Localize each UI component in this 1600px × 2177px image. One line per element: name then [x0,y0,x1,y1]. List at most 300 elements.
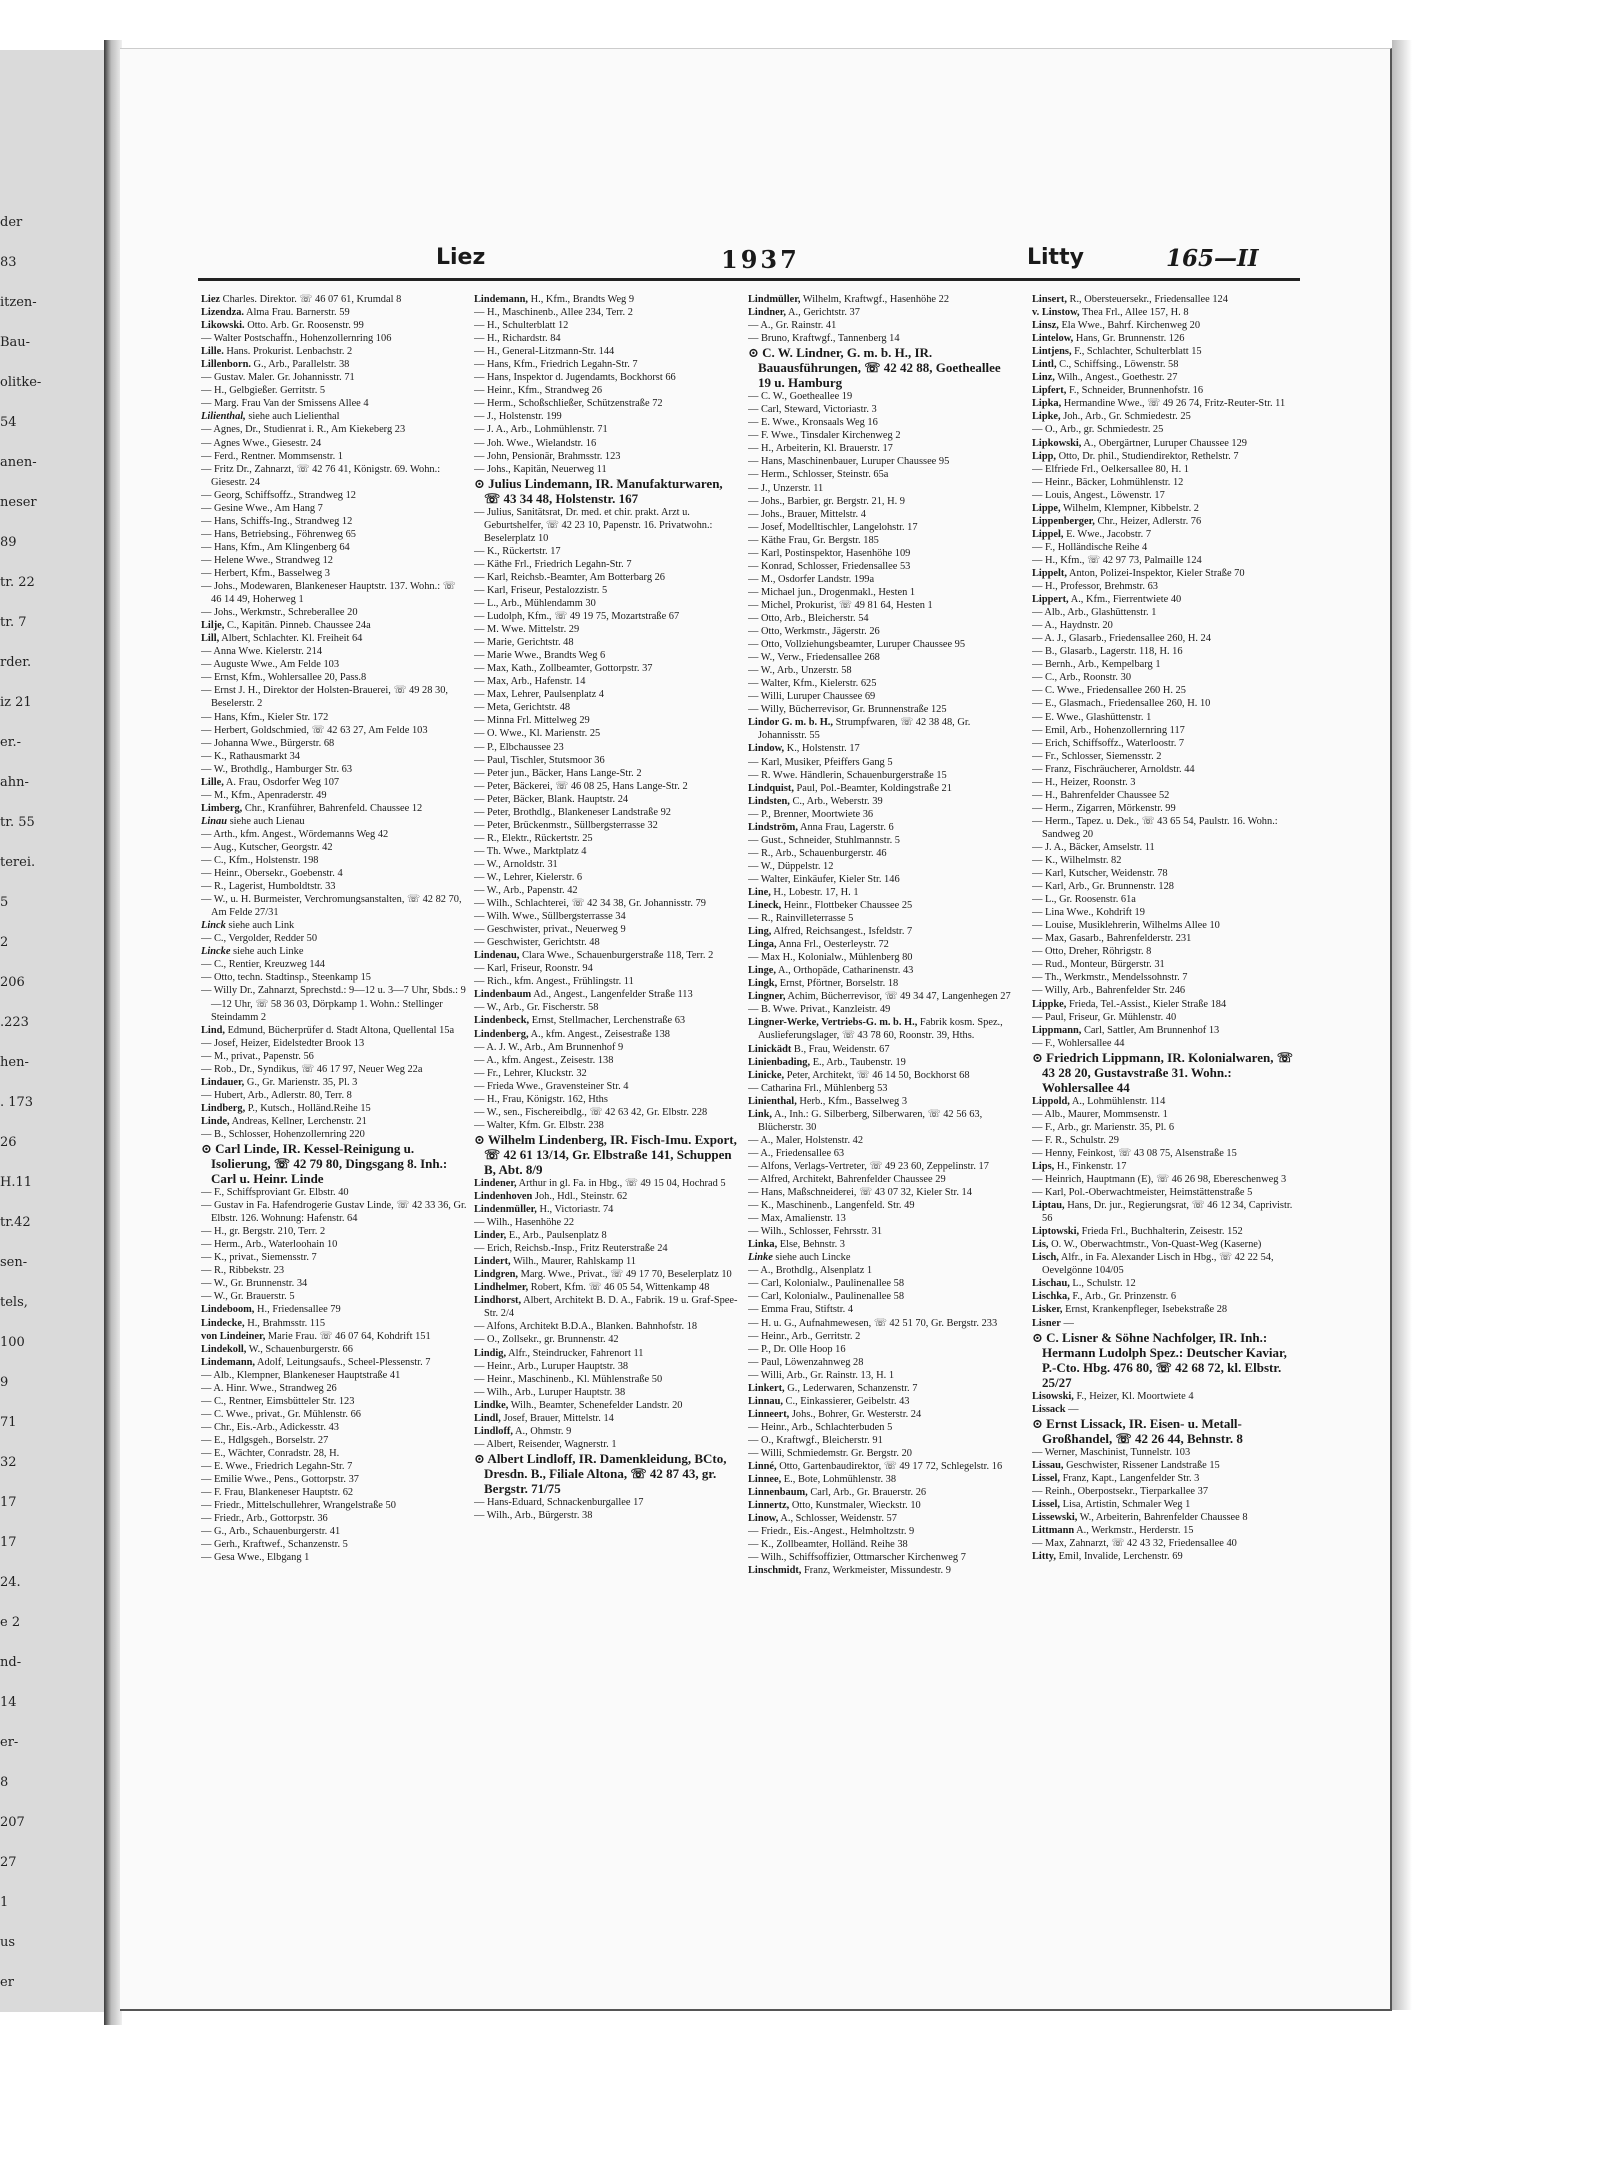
directory-entry: — Herm., Tapez. u. Dek., ☏ 43 65 54, Paulstr. 16. Wohn.: Sandweg 20 [1032,815,1278,840]
directory-entry: Lindauer, G., Gr. Marienstr. 35, Pl. 3 [201,1076,358,1088]
directory-entry: — Ernst J. H., Direktor der Holsten-Brauerei, ☏ 49 28 30, Beselerstr. 2 [201,685,449,710]
directory-entry: — C., Arb., Roonstr. 30 [1032,672,1132,684]
directory-entry: — M., Osdorfer Landstr. 199a [748,573,875,585]
directory-entry: Line, H., Lobestr. 17, H. 1 [748,886,859,898]
directory-entry: — W., Arb., Papenstr. 42 [474,885,578,897]
directory-entry: — Alfons, Architekt B.D.A., Blanken. Bahnhofstr. 18 [474,1321,698,1333]
directory-entry: — C., Vergolder, Redder 50 [201,933,318,945]
left-page-fragment: Bau- [0,335,31,350]
directory-entry: — R., Elektr., Rückertstr. 25 [474,832,593,844]
left-page-fragment: sen- [0,1255,28,1270]
directory-entry: Lissel, Franz, Kapt., Langenfelder Str. 3 [1032,1472,1200,1484]
directory-entry: — Willy, Bücherrevisor, Gr. Brunnenstraße 125 [748,704,947,716]
directory-entry: Lischau, L., Schulstr. 12 [1032,1278,1136,1290]
left-page-fragment: 206 [0,975,25,990]
directory-entry: — H., Bahrenfelder Chaussee 52 [1032,789,1170,801]
directory-entry: ⊙ Julius Lindemann, IR. Manufakturwaren, ☏ 43 34 48, Holstenstr. 167 [474,475,723,506]
directory-entry: — Alb., Klempner, Blankeneser Hauptstraße 41 [201,1369,401,1381]
directory-entry: — F. Frau, Blankeneser Hauptstr. 62 [201,1487,354,1499]
directory-entry: — A., Friedensallee 63 [748,1147,845,1159]
directory-entry: Linder, E., Arb., Paulsenplatz 8 [474,1230,607,1242]
left-page-fragment: 89 [0,535,17,550]
directory-entry: — Catharina Frl., Mühlenberg 53 [748,1082,888,1094]
directory-entry: — Paul, Löwenzahnweg 28 [748,1356,864,1368]
directory-entry: — Marie Wwe., Brandts Weg 6 [474,650,606,662]
directory-entry: — Heinr., Kfm., Strandweg 26 [474,385,603,397]
directory-entry: ⊙ Wilhelm Lindenberg, IR. Fisch-Imu. Export, ☏ 42 61 13/14, Gr. Elbstraße 141, Schuppen B, Abt. 8/9 [474,1131,737,1177]
directory-entry: Lippke, Frieda, Tel.-Assist., Kieler Straße 184 [1032,998,1227,1010]
directory-entry: Linnenbaum, Carl, Arb., Gr. Brauerstr. 26 [748,1487,927,1499]
directory-entry: Lindke, Wilh., Beamter, Schenefelder Landstr. 20 [474,1399,683,1411]
directory-entry: — H., Richardstr. 84 [474,333,561,345]
directory-entry: — C. Wwe., privat., Gr. Mühlenstr. 66 [201,1408,361,1420]
directory-entry: Lill, Albert, Schlachter. Kl. Freiheit 64 [201,633,363,645]
directory-entry: — L., Arb., Mühlendamm 30 [474,597,596,609]
directory-entry: — Wilh., Arb., Luruper Hauptstr. 38 [474,1386,626,1398]
directory-entry: Linz, Wilh., Angest., Goethestr. 27 [1032,372,1178,384]
directory-entry: — Paul, Friseur, Gr. Mühlenstr. 40 [1032,1011,1177,1023]
directory-entry: Lindecke, H., Brahmsstr. 115 [201,1317,326,1329]
directory-entry: Lindow, K., Holstenstr. 17 [748,743,860,755]
directory-entry: — W., Brothdlg., Hamburger Str. 63 [201,763,353,775]
left-page-fragment: tels, [0,1295,28,1310]
directory-entry: — Otto, Dreher, Röhrigstr. 8 [1032,946,1152,958]
left-page-fragment: 5 [0,895,9,910]
directory-entry: Lindl, Josef, Brauer, Mittelstr. 14 [474,1412,614,1424]
left-page-fragment: er [0,1975,14,1990]
directory-entry: — J., Unzerstr. 11 [748,482,824,494]
directory-entry: — Meta, Gerichtstr. 48 [474,702,571,714]
directory-entry: — E., Glasmach., Friedensallee 260, H. 10 [1032,698,1211,710]
directory-entry: — Walter Postschaffn., Hohenzollernring 106 [201,333,392,345]
directory-entry: Littmann A., Werkmstr., Herderstr. 15 [1032,1524,1194,1536]
directory-entry: — F. Wwe., Tinsdaler Kirchenweg 2 [748,430,901,442]
left-page-fragment: 26 [0,1135,17,1150]
directory-entry: — Minna Frl. Mittelweg 29 [474,715,590,727]
left-page-fragment: anen- [0,455,37,470]
directory-entry: Linde, Andreas, Kellner, Lerchenstr. 21 [201,1115,367,1127]
directory-entry: — M., Kfm., Apenraderstr. 49 [201,789,327,801]
directory-entry: — Hans, Schiffs-Ing., Strandweg 12 [201,515,353,527]
directory-entry: Lintelow, Hans, Gr. Brunnenstr. 126 [1032,333,1185,345]
directory-entry: — Albert, Reisender, Wagnerstr. 1 [474,1438,617,1450]
directory-entry: — R., Arb., Schauenburgerstr. 46 [748,847,887,859]
directory-entry: — Max, Zahnarzt, ☏ 42 43 32, Friedensallee 40 [1032,1537,1237,1549]
directory-entry: — W., u. H. Burmeister, Verchromungsanstalten, ☏ 42 82 70, Am Felde 27/31 [201,894,462,919]
left-page-fragment: nd- [0,1655,22,1670]
directory-entry: — C. Wwe., Friedensallee 260 H. 25 [1032,685,1186,697]
header-first-entry: Liez [436,245,486,270]
directory-entry: — Fr., Schlosser, Siemensstr. 2 [1032,750,1162,762]
directory-entry: — Henny, Feinkost, ☏ 43 08 75, Alsenstraße 15 [1032,1147,1237,1159]
directory-entry: — Georg, Schiffsoffz., Strandweg 12 [201,489,356,501]
left-page-fragment: . 173 [0,1095,34,1110]
directory-entry: Lindekoll, W., Schauenburgerstr. 66 [201,1343,353,1355]
directory-column-1 [201,293,467,2011]
directory-entry: — Rob., Dr., Syndikus, ☏ 46 17 97, Neuer Weg 22a [201,1063,423,1075]
directory-entry: — Arth., kfm. Angest., Wördemanns Weg 42 [201,828,389,840]
directory-entry: — Joh. Wwe., Wielandstr. 16 [474,437,597,449]
directory-entry: — Geschwister, privat., Neuerweg 9 [474,924,626,936]
directory-entry: — Marie, Gerichtstr. 48 [474,637,574,649]
directory-entry: Lindenbeck, Ernst, Stellmacher, Lerchenstraße 63 [474,1015,686,1027]
directory-entry: Linke siehe auch Lincke [748,1252,851,1264]
directory-entry: — Josef, Modelltischler, Langelohstr. 17 [748,521,918,533]
directory-entry: ⊙ Ernst Lissack, IR. Eisen- u. Metall-Großhandel, ☏ 42 26 44, Behnstr. 8 [1032,1415,1243,1446]
directory-entry: ⊙ C. W. Lindner, G. m. b. H., IR. Bauausführungen, ☏ 42 42 88, Goetheallee 19 u. Hamburg [748,345,1001,391]
header-rule [198,278,1300,281]
directory-entry: Lippmann, Carl, Sattler, Am Brunnenhof 13 [1032,1024,1220,1036]
directory-entry: — Johs., Kapitän, Neuerweg 11 [474,463,607,475]
directory-entry: Lissack — [1032,1403,1079,1415]
left-page-fragment: ahn- [0,775,29,790]
directory-entry: — Heinr., Obersekr., Goebenstr. 4 [201,868,343,880]
directory-entry: — Friedr., Arb., Gottorpstr. 36 [201,1513,328,1525]
directory-entry: — Hans, Betriebsing., Föhrenweg 65 [201,528,356,540]
directory-entry: Limberg, Chr., Kranführer, Bahrenfeld. Chaussee 12 [201,802,423,814]
directory-entry: — W., Düppelstr. 12 [748,860,834,872]
directory-entry: — Aug., Kutscher, Georgstr. 42 [201,841,333,853]
directory-entry: — Alfons, Verlags-Vertreter, ☏ 49 23 60, Zeppelinstr. 17 [748,1160,989,1172]
directory-entry: — H., Professor, Brehmstr. 63 [1032,581,1158,593]
directory-entry: — Gerh., Kraftwef., Schanzenstr. 5 [201,1539,348,1551]
left-page-fragment: iz 21 [0,695,32,710]
left-page-fragment: hen- [0,1055,29,1070]
directory-entry: Lindert, Wilh., Maurer, Rahlskamp 11 [474,1256,636,1268]
directory-entry: — A. J. W., Arb., Am Brunnenhof 9 [474,1041,624,1053]
directory-entry: Lissewski, W., Arbeiterin, Bahrenfelder Chaussee 8 [1032,1511,1248,1523]
directory-entry: Linnau, C., Einkassierer, Geibelstr. 43 [748,1395,910,1407]
directory-entry: — Helene Wwe., Strandweg 12 [201,554,333,566]
directory-entry: — Willi, Luruper Chaussee 69 [748,691,876,703]
directory-entry: Liptowski, Frieda Frl., Buchhalterin, Zeisestr. 152 [1032,1226,1243,1238]
directory-entry: — Bruno, Kraftwgf., Tannenberg 14 [748,333,900,345]
directory-entry: Lindeboom, H., Friedensallee 79 [201,1304,341,1316]
directory-entry: Lindberg, P., Kutsch., Holländ.Reihe 15 [201,1102,371,1114]
directory-entry: — A. Hinr. Wwe., Strandweg 26 [201,1382,337,1394]
directory-entry: Linau siehe auch Lienau [201,815,305,827]
directory-entry: — Otto, techn. Stadtinsp., Steenkamp 15 [201,972,371,984]
running-header [200,245,1300,277]
directory-entry: — R., Lagerist, Humboldtstr. 33 [201,881,336,893]
directory-entry: — Josef, Heizer, Eidelstedter Brook 13 [201,1037,365,1049]
directory-entry: — E. Wwe., Friedrich Legahn-Str. 7 [201,1461,353,1473]
directory-entry: Lingner-Werke, Vertriebs-G. m. b. H., Fabrik kosm. Spez., Auslieferungslager, ☏ 43 78 60, Roonstr. 39, Hths. [748,1017,1003,1042]
directory-entry: Lisowski, F., Heizer, Kl. Moortwiete 4 [1032,1390,1194,1402]
left-page-fragment: 24. [0,1575,21,1590]
directory-entry: — Geschwister, Gerichtstr. 48 [474,937,600,949]
directory-entry: — Reinh., Oberpostsekr., Tierparkallee 37 [1032,1485,1209,1497]
directory-entry: — Karl, Arb., Gr. Brunnenstr. 128 [1032,881,1174,893]
directory-entry: — J. A., Bäcker, Amselstr. 11 [1032,841,1155,853]
directory-entry: — Ferd., Rentner. Mommsenstr. 1 [201,450,343,462]
directory-entry: — Hans, Kfm., Kieler Str. 172 [201,711,329,723]
directory-entry: — M. Wwe. Mittelstr. 29 [474,624,580,636]
directory-entry: — Gesine Wwe., Am Hang 7 [201,502,323,514]
directory-entry: — Herbert, Kfm., Basselweg 3 [201,567,330,579]
directory-entry: — H., gr. Bergstr. 210, Terr. 2 [201,1226,326,1238]
directory-entry: — Willy, Arb., Bahrenfelder Str. 246 [1032,985,1186,997]
left-page-fragment: 32 [0,1455,17,1470]
directory-entry: — J. A., Arb., Lohmühlenstr. 71 [474,424,608,436]
left-page-edge [0,50,107,2012]
directory-entry: Lindenbaum Ad., Angest., Langenfelder Straße 113 [474,989,693,1001]
directory-entry: — Karl, Friseur, Pestalozzistr. 5 [474,584,608,596]
directory-entry: — O., Arb., gr. Schmiedestr. 25 [1032,424,1164,436]
directory-entry: — Rich., kfm. Angest., Frühlingstr. 11 [474,976,634,988]
directory-entry: Lippenberger, Chr., Heizer, Adlerstr. 76 [1032,515,1202,527]
directory-entry: — Karl, Friseur, Roonstr. 94 [474,963,593,975]
directory-entry: — Fritz Dr., Zahnarzt, ☏ 42 76 41, Königstr. 69. Wohn.: Giesestr. 24 [201,463,441,488]
directory-entry: — Werner, Maschinist, Tunnelstr. 103 [1032,1446,1191,1458]
directory-entry: — Käthe Frl., Friedrich Legahn-Str. 7 [474,558,632,570]
directory-entry: ⊙ Friedrich Lippmann, IR. Kolonialwaren, ☏ 43 28 20, Gustavstraße 31. Wohn.: Wohlersallee 44 [1032,1049,1293,1095]
directory-entry: — A., kfm. Angest., Zeisestr. 138 [474,1054,614,1066]
directory-entry: — Lina Wwe., Kohdrift 19 [1032,907,1145,919]
directory-entry: — K., Wilhelmstr. 82 [1032,855,1122,867]
directory-entry: — Willi, Schmiedemstr. Gr. Bergstr. 20 [748,1447,913,1459]
directory-entry: — Otto, Vollziehungsbeamter, Luruper Chaussee 95 [748,639,966,651]
directory-entry: — C., Rentner, Eimsbütteler Str. 123 [201,1395,355,1407]
directory-entry: Lingner, Achim, Bücherrevisor, ☏ 49 34 47, Langenhegen 27 [748,991,1011,1003]
directory-entry: Lindner, A., Gerichtstr. 37 [748,307,860,319]
directory-entry: — F., Wohlersallee 44 [1032,1037,1125,1049]
directory-entry: — Max, Arb., Hafenstr. 14 [474,676,586,688]
directory-entry: — K., Maschinenb., Langenfeld. Str. 49 [748,1200,915,1212]
directory-entry: Lindsten, C., Arb., Weberstr. 39 [748,795,883,807]
directory-entry: Lindor G. m. b. H., Strumpfwaren, ☏ 42 38 48, Gr. Johannisstr. 55 [748,717,971,742]
directory-entry: — Herbert, Goldschmied, ☏ 42 63 27, Am Felde 103 [201,724,428,736]
directory-entry: Lindenau, Clara Wwe., Schauenburgerstraße 118, Terr. 2 [474,950,714,962]
directory-entry: — Michel, Prokurist, ☏ 49 81 64, Hesten 1 [748,599,933,611]
left-page-fragment: 83 [0,255,17,270]
directory-entry: — Paul, Tischler, Stutsmoor 36 [474,754,605,766]
left-page-fragment: 207 [0,1815,25,1830]
directory-entry: Lindenberg, A., kfm. Angest., Zeisestraße 138 [474,1028,670,1040]
directory-entry: — Carl, Steward, Victoriastr. 3 [748,404,877,416]
directory-entry: — Heinr., Arb., Gerritstr. 2 [748,1330,861,1342]
directory-entry: — John, Pensionär, Brahmsstr. 123 [474,450,621,462]
left-page-fragment: 2 [0,935,9,950]
directory-entry: — Rud., Monteur, Bürgerstr. 31 [1032,959,1165,971]
directory-entry: — Karl, Postinspektor, Hasenhöhe 109 [748,547,911,559]
directory-entry: — B., Schlosser, Hohenzollernring 220 [201,1129,365,1140]
directory-entry: — Willi, Arb., Gr. Rainstr. 13, H. 1 [748,1369,895,1381]
directory-entry: Linicke, Peter, Architekt, ☏ 46 14 50, Bockhorst 68 [748,1069,970,1081]
directory-entry: — M., privat., Papenstr. 56 [201,1050,314,1062]
directory-entry: v. Linstow, Thea Frl., Allee 157, H. 8 [1032,307,1189,319]
directory-entry: Lillenborn. G., Arb., Parallelstr. 38 [201,359,350,371]
directory-entry: — Karl, Reichsb.-Beamter, Am Botterbarg 26 [474,571,665,583]
directory-entry: Liptau, Hans, Dr. jur., Regierungsrat, ☏ 46 12 34, Caprivistr. 56 [1032,1200,1293,1225]
directory-entry: Lippel, E. Wwe., Jacobstr. 7 [1032,528,1152,540]
directory-entry: Linge, A., Orthopäde, Catharinenstr. 43 [748,965,914,977]
directory-entry: — H., Frau, Königstr. 162, Hths [474,1093,608,1105]
directory-entry: — Max, Gasarb., Bahrenfelderstr. 231 [1032,933,1192,945]
directory-entry: — Max, Amalienstr. 13 [748,1213,846,1225]
directory-entry: Linienthal, Herb., Kfm., Basselweg 3 [748,1095,908,1107]
directory-entry: — Otto, Arb., Bleicherstr. 54 [748,612,869,624]
directory-entry: Likowski. Otto. Arb. Gr. Roosenstr. 99 [201,320,364,332]
directory-entry: — Louise, Musiklehrerin, Wilhelms Allee 10 [1032,920,1220,932]
directory-entry: — A. J., Glasarb., Friedensallee 260, H. 24 [1032,633,1211,645]
directory-entry: — W., Gr. Brauerstr. 5 [201,1291,295,1303]
directory-entry: Lindenmüller, H., Victoriastr. 74 [474,1204,614,1215]
directory-entry: Lindhorst, Albert, Architekt B. D. A., Fabrik. 19 u. Graf-Spee-Str. 2/4 [474,1295,738,1320]
directory-entry: Lissel, Lisa, Artistin, Schmaler Weg 1 [1032,1498,1191,1510]
directory-entry: — Hans, Maschinenbauer, Luruper Chaussee 95 [748,456,950,468]
left-page-fragment: er- [0,1735,19,1750]
directory-entry: — K., Zollbeamter, Holländ. Reihe 38 [748,1539,908,1551]
left-page-fragment: e 2 [0,1615,21,1630]
left-page-fragment: tr. 22 [0,575,35,590]
page-edge-right [1392,40,1412,2010]
directory-entry: — Otto, Werkmstr., Jägerstr. 26 [748,626,880,638]
directory-entry: Lipfert, F., Schneider, Brunnenhofstr. 16 [1032,385,1204,397]
directory-entry: Lipka, Hermandine Wwe., ☏ 49 26 74, Fritz-Reuter-Str. 11 [1032,398,1286,410]
directory-entry: ⊙ Albert Lindloff, IR. Damenkleidung, BCto, Dresdn. B., Filiale Altona, ☏ 42 87 43, gr. Bergstr. 71/75 [474,1450,727,1496]
page-number: 165—II [1166,245,1259,272]
directory-entry: — Th., Werkmstr., Mendelssohnstr. 7 [1032,972,1188,984]
directory-entry: — Th. Wwe., Marktplatz 4 [474,845,587,857]
directory-entry: Lind, Edmund, Bücherprüfer d. Stadt Altona, Quellental 15a [201,1024,455,1036]
directory-entry: — Karl, Pol.-Oberwachtmeister, Heimstättenstraße 5 [1032,1187,1253,1199]
directory-entry: Linnertz, Otto, Kunstmaler, Wieckstr. 10 [748,1500,921,1512]
left-page-fragment: rder. [0,655,32,670]
directory-entry: — Konrad, Schlosser, Friedensallee 53 [748,560,911,572]
directory-entry: — O. Wwe., Kl. Marienstr. 25 [474,728,601,740]
left-page-fragment: 27 [0,1855,17,1870]
directory-entry: — Alb., Arb., Glashüttenstr. 1 [1032,607,1157,619]
left-page-fragment: tr.42 [0,1215,31,1230]
directory-entry: Lippe, Wilhelm, Klempner, Kibbelstr. 2 [1032,502,1199,514]
directory-entry: — Fr., Lehrer, Kluckstr. 32 [474,1067,587,1079]
directory-entry: — G., Arb., Schauenburgerstr. 41 [201,1526,341,1538]
directory-entry: Linsz, Ela Wwe., Bahrf. Kirchenweg 20 [1032,320,1201,332]
directory-entry: Lille. Hans. Prokurist. Lenbachstr. 2 [201,346,353,358]
directory-entry: — Johs., Modewaren, Blankeneser Hauptstr. 137. Wohn.: ☏ 46 14 49, Hoherweg 1 [201,581,456,606]
directory-entry: Lindenhoven Joh., Hdl., Steinstr. 62 [474,1190,628,1202]
directory-entry: — Herm., Zigarren, Mörkenstr. 99 [1032,802,1176,814]
directory-entry: — Heinr., Maschinenb., Kl. Mühlenstraße 50 [474,1373,663,1385]
directory-entry: Lincke siehe auch Linke [201,946,304,958]
directory-entry: Lingk, Ernst, Pförtner, Borselstr. 18 [748,978,899,990]
directory-entry: — Walter, Einkäufer, Kieler Str. 146 [748,873,900,885]
directory-entry: — Wilh., Arb., Bürgerstr. 38 [474,1509,593,1521]
directory-entry: — Herm., Arb., Waterloohain 10 [201,1239,338,1251]
directory-entry: Lipp, Otto, Dr. phil., Studiendirektor, Rethelstr. 7 [1032,450,1239,462]
directory-entry: — Herm., Schlosser, Steinstr. 65a [748,469,889,481]
directory-entry: — Alb., Maurer, Mommsenstr. 1 [1032,1108,1168,1120]
directory-entry: Lintjens, F., Schlachter, Schulterblatt 15 [1032,346,1202,358]
directory-entry: — Heinrich, Hauptmann (E), ☏ 46 26 98, Ebereschenweg 3 [1032,1174,1287,1185]
directory-entry: — Wilh., Schlachterei, ☏ 42 34 38, Gr. Johannisstr. 79 [474,898,707,910]
left-page-fragment: er.- [0,735,22,750]
left-page-fragment: 71 [0,1415,17,1430]
directory-entry: Lippelt, Anton, Polizei-Inspektor, Kieler Straße 70 [1032,567,1245,579]
directory-entry: Lintl, C., Schiffsing., Löwenstr. 58 [1032,359,1179,371]
directory-entry: Linga, Anna Frl., Oesterleystr. 72 [748,939,889,951]
directory-entry: — Emil, Arb., Hohenzollernring 117 [1032,724,1185,736]
directory-entry: — A., Gr. Rainstr. 41 [748,320,837,332]
directory-entry: Litty, Emil, Invalide, Lerchenstr. 69 [1032,1551,1183,1563]
directory-column-2 [474,293,740,2011]
directory-entry: Linnee, E., Bote, Lohmühlenstr. 38 [748,1474,897,1486]
directory-entry: — K., Rückertstr. 17 [474,545,561,557]
directory-entry: — F., Schiffsproviant Gr. Elbstr. 40 [201,1187,349,1199]
left-page-fragment: 9 [0,1375,9,1390]
left-page-fragment: 8 [0,1775,9,1790]
directory-entry: — Peter jun., Bäcker, Hans Lange-Str. 2 [474,767,642,779]
directory-entry: — Herm., Schoßschließer, Schützenstraße 72 [474,398,663,410]
directory-entry: — R., Rainvilleterrasse 5 [748,913,854,925]
directory-entry: Lindener, Arthur in gl. Fa. in Hbg., ☏ 49 15 04, Hochrad 5 [474,1177,726,1189]
directory-entry: — E. Wwe., Glashüttenstr. 1 [1032,711,1152,723]
directory-entry: Lis, O. W., Oberwachtmstr., Von-Quast-Weg (Kaserne) [1032,1239,1262,1251]
left-page-fragment: tr. 7 [0,615,27,630]
directory-entry: — A., Haydnstr. 20 [1032,620,1113,632]
directory-entry: Lippert, A., Kfm., Fierrentwiete 40 [1032,594,1182,606]
directory-entry: — K., privat., Siemensstr. 7 [201,1252,317,1264]
directory-entry: — W., Arnoldstr. 31 [474,858,558,870]
directory-entry: ⊙ Carl Linde, IR. Kessel-Reinigung u. Isolierung, ☏ 42 79 80, Dingsgang 8. Inh.: Carl u. Heinr. Linde [201,1141,448,1187]
directory-entry: Linné, Otto, Gartenbaudirektor, ☏ 49 17 72, Schlegelstr. 16 [748,1461,1003,1473]
directory-entry: Linienbading, E., Arb., Taubenstr. 19 [748,1056,906,1068]
directory-entry: — J., Holstenstr. 199 [474,411,562,423]
header-year: 1937 [721,245,800,274]
directory-entry: — Ludolph, Kfm., ☏ 49 19 75, Mozartstraße 67 [474,611,680,623]
directory-entry: — Max, Kath., Zollbeamter, Gottorpstr. 37 [474,663,653,675]
left-page-fragment: 17 [0,1535,17,1550]
directory-entry: — Agnes Wwe., Giesestr. 24 [201,437,322,449]
directory-entry: — Max H., Kolonialw., Mühlenberg 80 [748,952,913,964]
directory-entry: — F. R., Schulstr. 29 [1032,1134,1119,1146]
directory-entry: Lindmüller, Wilhelm, Kraftwgf., Hasenhöhe 22 [748,294,950,305]
directory-entry: — Hans, Kfm., Friedrich Legahn-Str. 7 [474,359,638,371]
directory-entry: Lindig, Alfr., Steindrucker, Fahrenort 11 [474,1347,644,1359]
directory-entry: — H., Gelbgießer. Gerritstr. 5 [201,385,326,397]
directory-entry: — H., Schulterblatt 12 [474,320,569,332]
directory-entry: — Peter, Bäcker, Blank. Hauptstr. 24 [474,793,629,805]
directory-entry: — Franz, Fischräucherer, Arnoldstr. 44 [1032,763,1195,775]
directory-entry: Lisch, Alfr., in Fa. Alexander Lisch in Hbg., ☏ 42 22 54, Oevelgönne 104/05 [1032,1252,1274,1277]
directory-entry: — W., Lehrer, Kielerstr. 6 [474,871,583,883]
left-page-fragment: neser [0,495,37,510]
directory-entry: — Elfriede Frl., Oelkersallee 80, H. 1 [1032,463,1189,475]
directory-entry: — W., sen., Fischereibdlg., ☏ 42 63 42, Gr. Elbstr. 228 [474,1106,708,1118]
directory-entry: — Emilie Wwe., Pens., Gottorpstr. 37 [201,1474,359,1486]
directory-entry: — W., Gr. Brunnenstr. 34 [201,1278,308,1290]
directory-entry: — Wilh., Schiffsoffizier, Ottmarscher Kirchenweg 7 [748,1552,966,1564]
directory-entry: — Gustav. Maler. Gr. Johannisstr. 71 [201,372,355,384]
left-page-fragment: us [0,1935,16,1950]
directory-entry: — Willy Dr., Zahnarzt, Sprechstd.: 9—12 u. 3—7 Uhr, Sbds.: 9—12 Uhr, ☏ 58 36 03, Dörpkamp 1. Wohn.: Stellinger Steindamm 2 [201,985,466,1023]
directory-entry: Lindhelmer, Robert, Kfm. ☏ 46 05 54, Wittenkamp 48 [474,1282,710,1294]
directory-entry: — Peter, Bäckerei, ☏ 46 08 25, Hans Lange-Str. 2 [474,780,688,792]
directory-entry: — Johanna Wwe., Bürgerstr. 68 [201,737,335,749]
directory-entry: — Carl, Kolonialw., Paulinenallee 58 [748,1291,905,1303]
directory-entry: Lindgren, Marg. Wwe., Privat., ☏ 49 17 70, Beselerplatz 10 [474,1269,732,1281]
directory-entry: — Erich, Reichsb.-Insp., Fritz Reuterstraße 24 [474,1243,668,1255]
left-page-fragment: itzen- [0,295,37,310]
directory-entry: Linsert, R., Obersteuersekr., Friedensallee 124 [1032,294,1228,305]
directory-entry: — A., Maler, Holstenstr. 42 [748,1134,864,1146]
directory-entry: — B., Glasarb., Lagerstr. 118, H. 16 [1032,646,1183,658]
directory-entry: Linkert, G., Lederwaren, Schanzenstr. 7 [748,1382,918,1394]
directory-entry: — Karl, Musiker, Pfeiffers Gang 5 [748,756,893,768]
directory-entry: — A., Brothdlg., Alsenplatz 1 [748,1265,873,1277]
directory-entry: — P., Elbchaussee 23 [474,741,564,753]
